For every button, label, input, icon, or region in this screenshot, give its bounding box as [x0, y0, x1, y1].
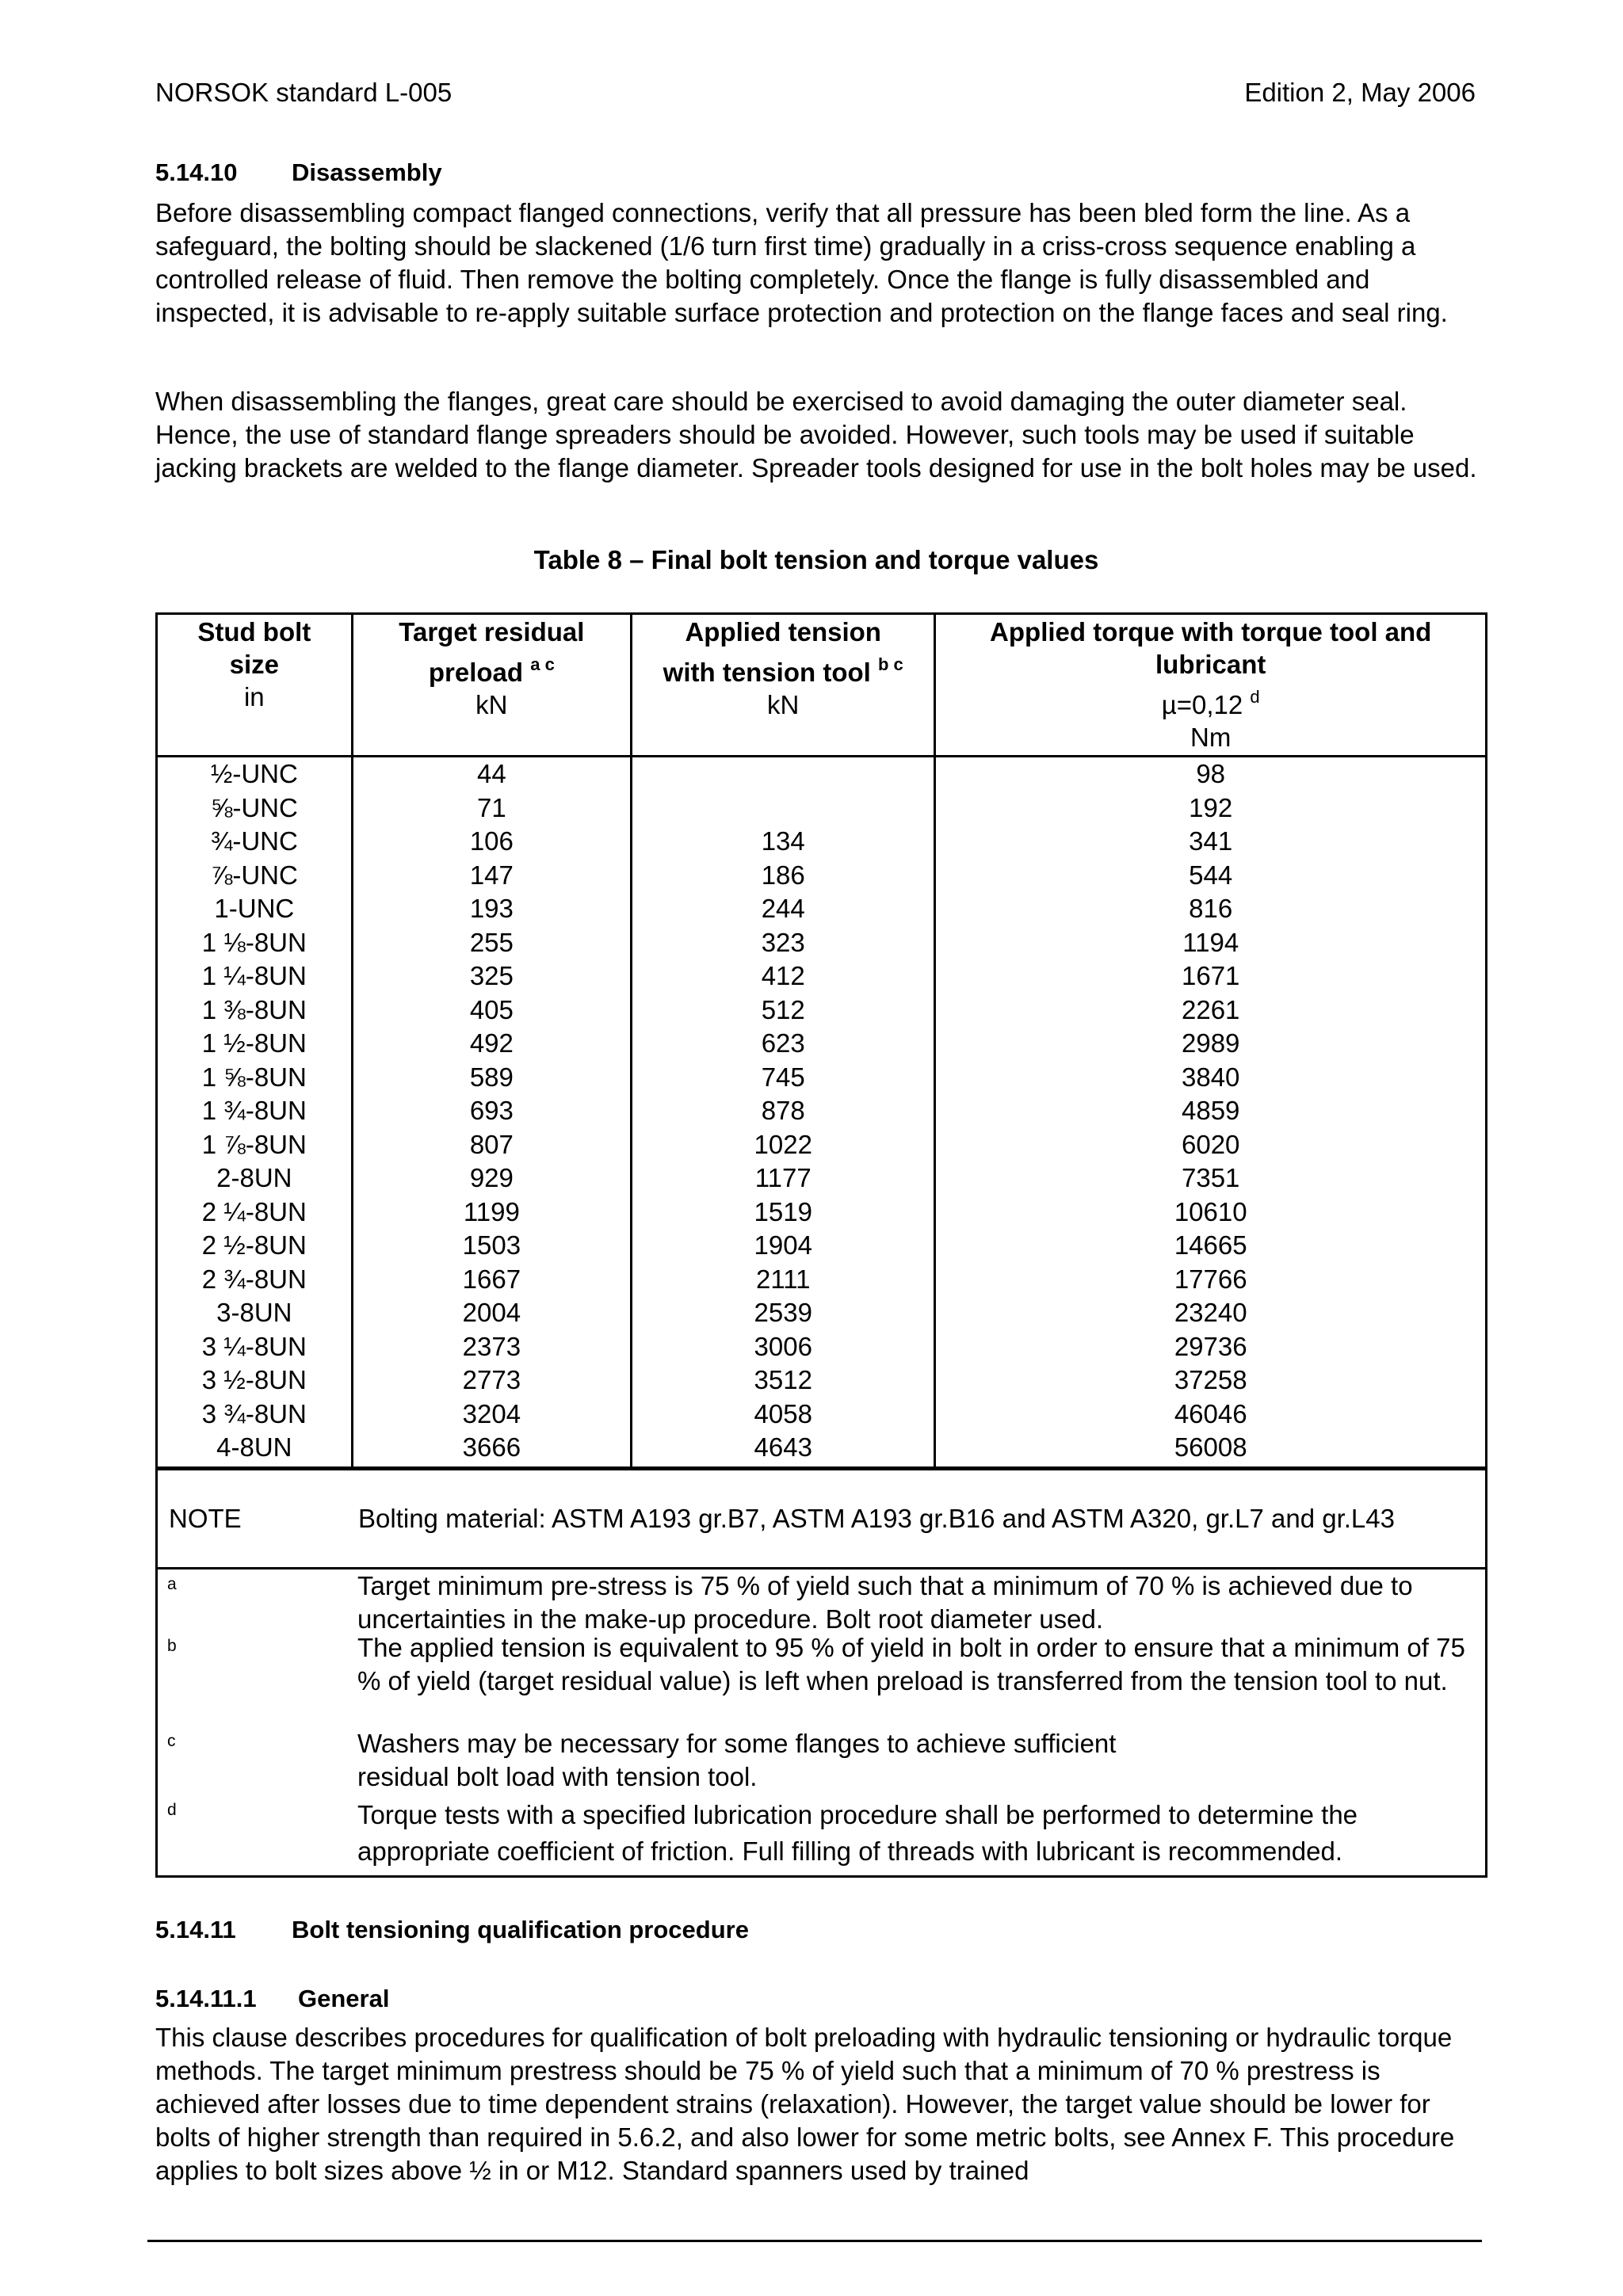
footnote-mark: c	[167, 1732, 176, 1750]
table-cell: 1 ¼-8UN	[201, 961, 307, 990]
table-cell: 134	[761, 826, 805, 856]
table-cell: 2 ¾-8UN	[201, 1264, 307, 1294]
table-cell: 323	[761, 927, 805, 957]
table-cell: 7351	[1181, 1163, 1240, 1192]
table-cell: 2-8UN	[216, 1163, 292, 1192]
table-cell: 1503	[462, 1230, 521, 1260]
header-standard: NORSOK standard L-005	[155, 78, 453, 107]
table-cell: 693	[469, 1096, 514, 1125]
table-cell: 1 ⅝-8UN	[201, 1062, 307, 1092]
footnote-text: Target minimum pre-stress is 75 % of yield such that a minimum of 70 % is achieved due to uncertainties in the make-up procedure. Bolt root diameter used.	[357, 1571, 1413, 1634]
table-cell: 341	[1189, 826, 1233, 856]
table-cell: ¾-UNC	[210, 826, 298, 856]
table-header-row	[157, 614, 1487, 757]
col-header-torque: Applied torque with torque tool and lubricant µ=0,12 $^d$ Nm	[935, 614, 1487, 757]
table-cell: 2373	[462, 1331, 521, 1361]
table-cell: 1519	[754, 1196, 812, 1226]
table-cell: 1 ⅜-8UN	[201, 994, 307, 1024]
paragraph-disassembly-2: When disassembling the flanges, great care should be exercised to avoid damaging the outer diameter seal. Hence, the use of standard flange spreaders should be avoided. However, such tools may be used if suitable jacking brackets are welded to the flange diameter. Spreader tools designed for use in the bolt holes may be used.	[155, 387, 1477, 482]
table-cell: 878	[761, 1096, 805, 1125]
col-tension-values	[632, 757, 935, 1470]
table-cell: 2539	[754, 1298, 812, 1327]
table-cell: 1667	[462, 1264, 521, 1294]
table-cell: 1 ½-8UN	[201, 1028, 307, 1058]
table-cell	[632, 757, 934, 791]
footer-rule	[147, 2240, 1482, 2242]
table-cell: 4859	[1181, 1096, 1240, 1125]
col-header-tension: Applied tension with tension tool $^{b c}$ kN	[632, 614, 935, 757]
table-caption: Table 8 – Final bolt tension and torque values	[533, 545, 1099, 574]
table-cell: 4058	[754, 1398, 812, 1428]
table-notes	[155, 1466, 1487, 1878]
table-cell: 3-8UN	[216, 1298, 292, 1327]
table-cell: 2773	[462, 1365, 521, 1394]
footnote-text: Washers may be necessary for some flanges to achieve sufficient residual bolt load with tension tool.	[357, 1729, 1117, 1791]
section-heading-general	[155, 1985, 389, 2013]
section-heading-disassembly	[155, 158, 442, 187]
table-cell: 589	[469, 1062, 514, 1092]
note-text: Bolting material: ASTM A193 gr.B7, ASTM A193 gr.B16 and ASTM A320, gr.L7 and gr.L43	[358, 1504, 1395, 1533]
note-label: NOTE	[169, 1504, 242, 1533]
table-cell: 44	[476, 759, 506, 788]
footnote-mark: b	[167, 1637, 177, 1655]
table-cell: 4-8UN	[216, 1432, 292, 1462]
col-torque-values	[935, 757, 1487, 1470]
section-title: Disassembly	[292, 158, 442, 186]
table-cell: 3204	[462, 1398, 521, 1428]
section-title: General	[298, 1985, 390, 2012]
table-cell: 512	[761, 994, 805, 1024]
table-cell: 6020	[1181, 1129, 1240, 1159]
col-preload-values	[352, 757, 631, 1470]
table-cell: 405	[469, 994, 514, 1024]
table-cell: 3840	[1181, 1062, 1240, 1092]
table-cell: 1671	[1181, 961, 1240, 990]
paragraph-disassembly-1: Before disassembling compact flanged connections, verify that all pressure has been bled form the line. As a safeguard, the bolting should be slackened (1/6 turn first time) gradually in a criss-cross sequence enabling a controlled release of fluid. Then remove the bolting completely. Once the flange is fully disassembled and inspected, it is advisable to re-apply suitable surface protection and protection on the flange faces and seal ring.	[155, 198, 1448, 327]
footnote-text: The applied tension is equivalent to 95 % of yield in bolt in order to ensure that a minimum of 75 % of yield (target residual value) is left when preload is transferred from the tension tool to nut.	[357, 1633, 1465, 1695]
table-cell: 2004	[462, 1298, 521, 1327]
table-cell: 29736	[1174, 1331, 1247, 1361]
table-cell: 106	[469, 826, 514, 856]
table-cell: 3666	[462, 1432, 521, 1462]
section-number: 5.14.10	[155, 158, 238, 186]
table-cell: 1 ¾-8UN	[201, 1096, 307, 1125]
table-cell: 255	[469, 927, 514, 957]
table-cell: 17766	[1174, 1264, 1247, 1294]
table-cell: 46046	[1174, 1398, 1247, 1428]
paragraph-general: This clause describes procedures for qualification of bolt preloading with hydraulic tensioning or hydraulic torque methods. The target minimum prestress should be 75 % of yield such that a minimum of 70 % prestress is achieved after losses due to time dependent strains (relaxation). However, the target value should be lower for bolts of higher strength than required in 5.6.2, and also lower for some metric bolts, see Annex F. This procedure applies to bolt sizes above ½ in or M12. Standard spanners used by trained	[155, 2023, 1455, 2185]
header-edition: Edition 2, May 2006	[1244, 78, 1476, 107]
bolt-tension-table	[155, 612, 1487, 1470]
table-cell: 3 ¾-8UN	[201, 1398, 307, 1428]
table-cell: ½-UNC	[210, 759, 298, 788]
table-cell: 1022	[754, 1129, 812, 1159]
table-cell: ⅝-UNC	[210, 792, 298, 822]
col-size-values	[157, 757, 353, 1470]
table-cell: 4643	[754, 1432, 812, 1462]
table-cell: 2989	[1181, 1028, 1240, 1058]
table-cell: 1-UNC	[214, 894, 295, 923]
table-cell: 1 ⅛-8UN	[201, 927, 307, 957]
table-cell: 1 ⅞-8UN	[201, 1129, 307, 1159]
table-cell: 244	[761, 894, 805, 923]
table-cell: 37258	[1174, 1365, 1247, 1394]
table-cell: 816	[1189, 894, 1233, 923]
table-cell: 412	[761, 961, 805, 990]
table-cell: 3512	[754, 1365, 812, 1394]
table-cell: 23240	[1174, 1298, 1247, 1327]
table-cell: 745	[761, 1062, 805, 1092]
col-header-size: Stud bolt size in	[157, 614, 353, 757]
table-cell: 325	[469, 961, 514, 990]
footnote-mark: d	[167, 1801, 177, 1819]
table-body-row	[157, 757, 1487, 1470]
table-cell: 2111	[755, 1264, 811, 1294]
col-header-preload: Target residual preload $^{a c}$ kN	[352, 614, 631, 757]
table-cell: ⅞-UNC	[210, 860, 298, 890]
table-cell: 10610	[1174, 1196, 1247, 1226]
table-cell: 71	[476, 792, 506, 822]
section-heading-qualification	[155, 1916, 749, 1944]
table-cell: 544	[1189, 860, 1233, 890]
table-cell: 193	[469, 894, 514, 923]
table-cell: 1177	[754, 1163, 812, 1192]
table-cell: 623	[761, 1028, 805, 1058]
table-cell: 14665	[1174, 1230, 1247, 1260]
table-cell: 929	[469, 1163, 514, 1192]
table-cell: 807	[469, 1129, 514, 1159]
table-cell: 147	[469, 860, 514, 890]
table-cell: 1194	[1182, 927, 1239, 957]
table-cell: 492	[469, 1028, 514, 1058]
table-cell: 3 ½-8UN	[201, 1365, 307, 1394]
table-cell: 56008	[1174, 1432, 1247, 1462]
table-cell: 3006	[754, 1331, 812, 1361]
table-cell: 2 ½-8UN	[201, 1230, 307, 1260]
table-cell: 2 ¼-8UN	[201, 1196, 307, 1226]
section-title: Bolt tensioning qualification procedure	[292, 1916, 749, 1943]
section-number: 5.14.11	[155, 1916, 236, 1943]
table-cell: 3 ¼-8UN	[201, 1331, 307, 1361]
section-number: 5.14.11.1	[155, 1985, 257, 2012]
table-cell: 186	[761, 860, 805, 890]
table-cell: 2261	[1181, 994, 1240, 1024]
table-cell: 98	[1196, 759, 1226, 788]
table-cell: 192	[1189, 792, 1233, 822]
table-cell: 1904	[754, 1230, 812, 1260]
footnote-mark: a	[167, 1575, 177, 1593]
footnote-text: Torque tests with a specified lubrication procedure shall be performed to determine the appropriate coefficient of friction. Full filling of threads with lubricant is recommended.	[357, 1800, 1358, 1866]
table-cell: 1199	[463, 1196, 520, 1226]
table-cell	[632, 791, 934, 826]
